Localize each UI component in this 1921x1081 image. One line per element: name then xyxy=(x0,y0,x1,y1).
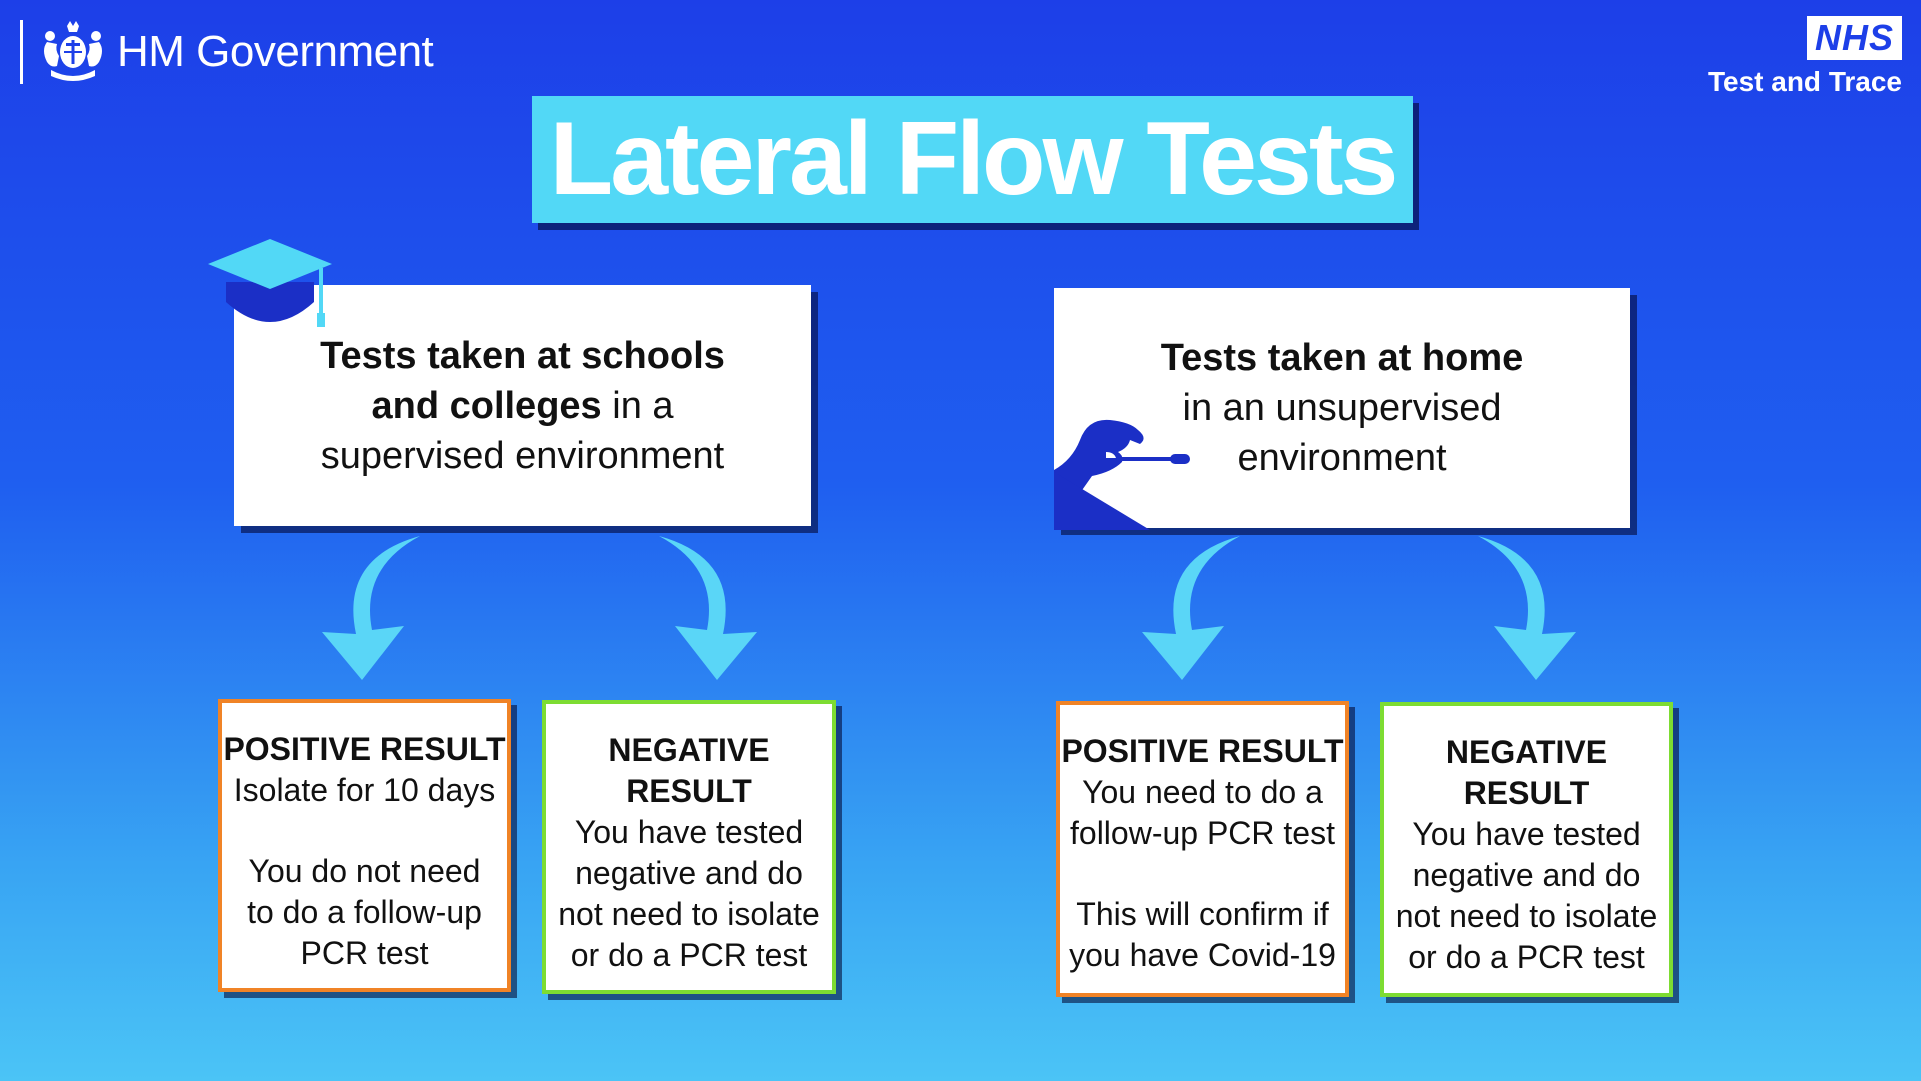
result-text: PCR test xyxy=(300,935,429,971)
school-negative-result xyxy=(542,700,836,994)
arrow-to-school-positive xyxy=(312,536,422,682)
result-text: to do a follow-up xyxy=(247,894,482,930)
page-title: Lateral Flow Tests xyxy=(549,101,1396,217)
arrow-to-home-positive xyxy=(1132,536,1242,682)
result-text: follow-up PCR test xyxy=(1070,815,1335,851)
logo-divider xyxy=(20,20,23,84)
school-line-2: and colleges in a xyxy=(371,384,674,427)
home-negative-result xyxy=(1380,702,1673,997)
result-text: Isolate for 10 days xyxy=(233,772,496,808)
result-text: not need to isolate xyxy=(1395,898,1658,934)
nhs-logo-text: NHS xyxy=(1814,17,1894,58)
school-line-3: supervised environment xyxy=(320,434,725,477)
home-line-1: Tests taken at home xyxy=(1160,337,1524,379)
nhs-test-and-trace-logo xyxy=(1682,16,1902,98)
result-text: negative and do xyxy=(575,855,803,891)
home-positive-result xyxy=(1056,701,1349,997)
graduation-cap-icon xyxy=(206,237,334,329)
home-line-2: in an unsupervised xyxy=(1182,387,1502,429)
nhs-logo xyxy=(1807,16,1902,60)
result-heading: POSITIVE RESULT xyxy=(223,731,506,767)
result-text: You do not need xyxy=(248,853,481,889)
result-heading: NEGATIVE RESULT xyxy=(608,732,770,809)
result-text: You need to do a xyxy=(1082,774,1323,810)
title-banner xyxy=(532,96,1413,223)
result-text: You have tested xyxy=(574,814,804,850)
school-line-1: Tests taken at schools xyxy=(320,334,725,377)
hm-government-text: HM Government xyxy=(117,27,434,76)
royal-crest-icon xyxy=(33,20,113,84)
result-text: or do a PCR test xyxy=(1408,939,1645,975)
hand-swab-icon xyxy=(1054,412,1200,530)
result-text: negative and do xyxy=(1412,857,1641,893)
home-line-3: environment xyxy=(1237,437,1447,479)
arrow-to-home-negative xyxy=(1476,536,1586,682)
result-text: You have tested xyxy=(1412,816,1641,852)
result-text: not need to isolate xyxy=(558,896,820,932)
arrow-to-school-negative xyxy=(657,536,767,682)
result-text: This will confirm if xyxy=(1076,896,1329,932)
school-positive-result xyxy=(218,699,511,992)
result-text: you have Covid-19 xyxy=(1069,937,1336,973)
hm-government-logo xyxy=(20,20,433,84)
nhs-subtitle: Test and Trace xyxy=(1707,66,1902,97)
result-heading: NEGATIVE RESULT xyxy=(1445,734,1608,811)
result-text: or do a PCR test xyxy=(570,937,808,973)
result-heading: POSITIVE RESULT xyxy=(1061,733,1344,769)
